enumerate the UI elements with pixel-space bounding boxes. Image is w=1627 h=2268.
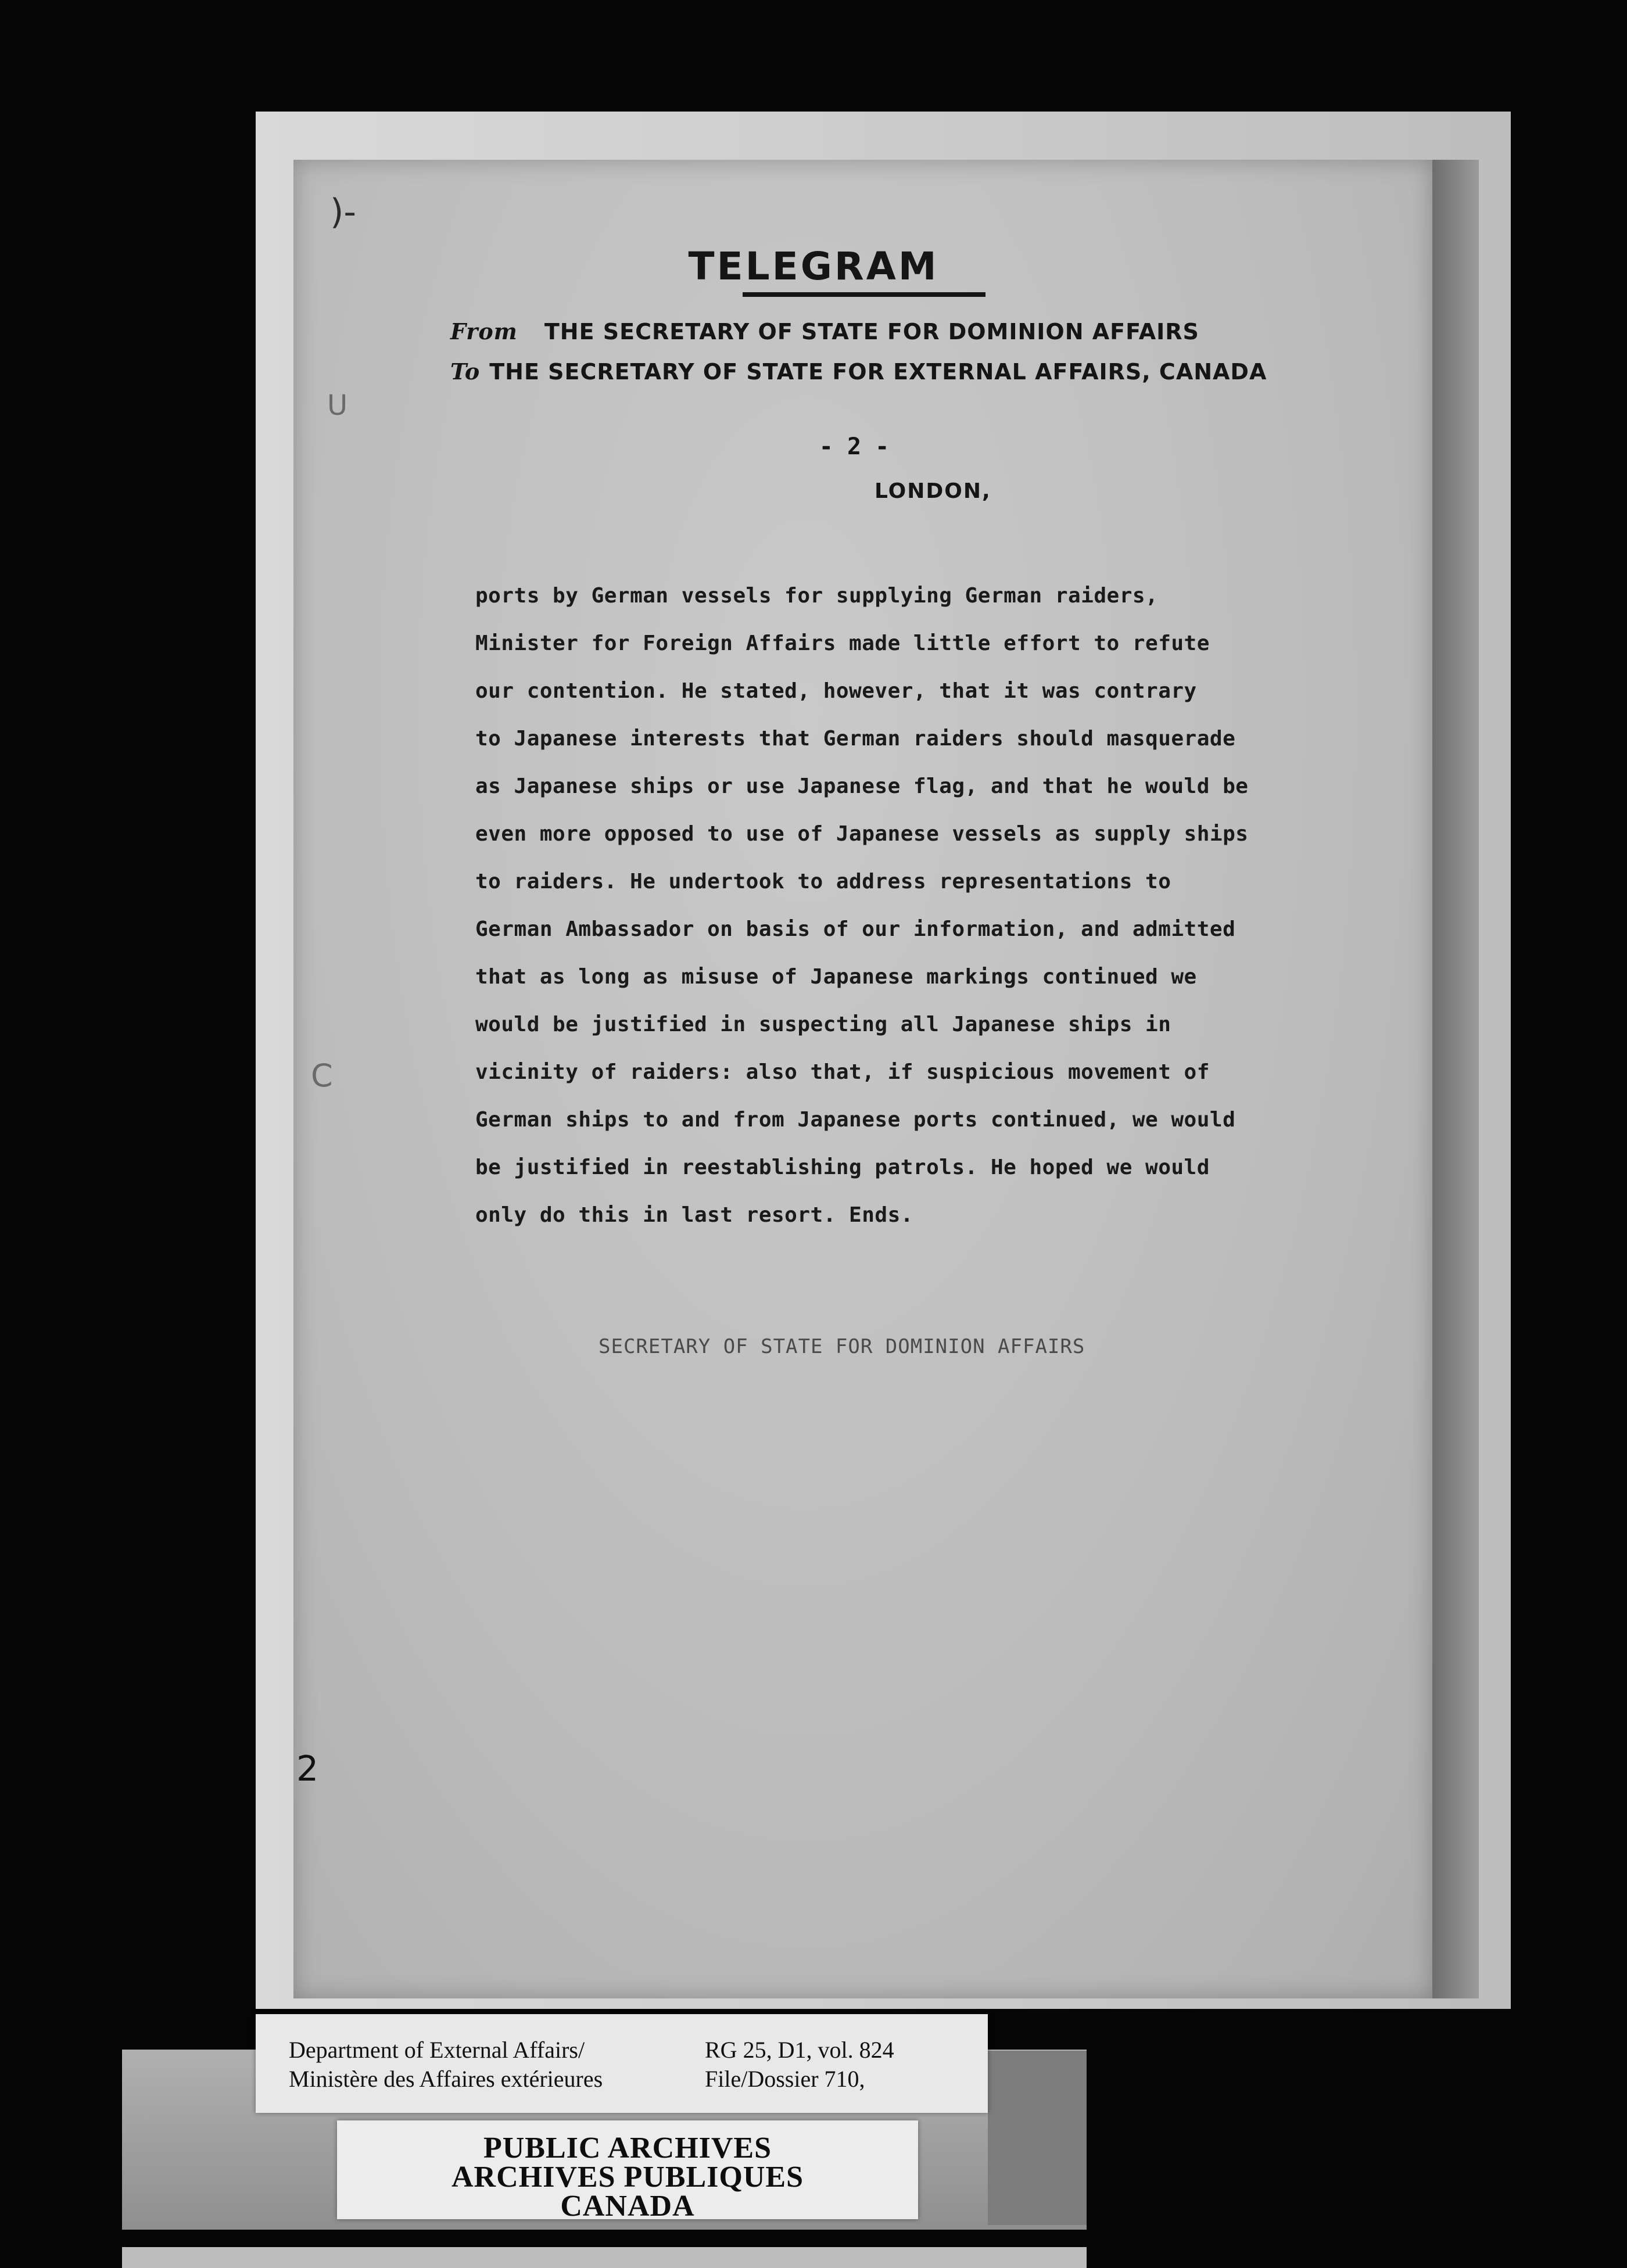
- from-value: THE SECRETARY OF STATE FOR DOMINION AFFAIRS: [544, 319, 1199, 344]
- archive-strip-shadow: [988, 2051, 1087, 2225]
- body-line: vicinity of raiders: also that, if suspicious movement of: [475, 1060, 1210, 1084]
- body-line: Minister for Foreign Affairs made little effort to refute: [475, 631, 1210, 655]
- margin-mark-bottom: 2: [296, 1749, 319, 1789]
- bottom-card-edge: [122, 2247, 1087, 2268]
- margin-mark-top: )-: [330, 192, 357, 232]
- body-line: to raiders. He undertook to address representations to: [475, 870, 1171, 893]
- page-number: - 2 -: [819, 433, 890, 460]
- from-label: From: [450, 318, 518, 344]
- signature-line: SECRETARY OF STATE FOR DOMINION AFFAIRS: [599, 1335, 1085, 1358]
- body-line: our contention. He stated, however, that it was contrary: [475, 679, 1197, 703]
- body-line: German ships to and from Japanese ports continued, we would: [475, 1108, 1236, 1132]
- telegram-heading: TELEGRAM: [688, 244, 939, 289]
- archive-reference-label: [256, 2014, 988, 2113]
- body-line: ports by German vessels for supplying German raiders,: [475, 584, 1159, 608]
- body-line: as Japanese ships or use Japanese flag, and that he would be: [475, 774, 1249, 798]
- stamp-line-french: ARCHIVES PUBLIQUES: [451, 2161, 804, 2194]
- record-group-reference: RG 25, D1, vol. 824: [705, 2037, 894, 2063]
- body-line: to Japanese interests that German raiders should masquerade: [475, 727, 1236, 751]
- margin-mark-upper: U: [327, 389, 348, 422]
- body-line: be justified in reestablishing patrols. He hoped we would: [475, 1155, 1210, 1179]
- body-line: German Ambassador on basis of our information, and admitted: [475, 917, 1236, 941]
- heading-underline: [743, 292, 985, 297]
- body-line: only do this in last resort. Ends.: [475, 1203, 913, 1227]
- to-value: THE SECRETARY OF STATE FOR EXTERNAL AFFAIRS, CANADA: [489, 359, 1267, 385]
- body-line: even more opposed to use of Japanese vessels as supply ships: [475, 822, 1249, 846]
- from-line: [450, 318, 1199, 344]
- department-french: Ministère des Affaires extérieures: [289, 2066, 603, 2092]
- to-label: To: [450, 358, 481, 385]
- sheet-edge-shadow: [1432, 160, 1479, 1998]
- stamp-line-english: PUBLIC ARCHIVES: [483, 2131, 772, 2165]
- to-line: [450, 358, 1267, 385]
- stamp-line-country: CANADA: [560, 2190, 695, 2223]
- body-line: would be justified in suspecting all Japanese ships in: [475, 1013, 1171, 1036]
- body-line: that as long as misuse of Japanese markings continued we: [475, 965, 1197, 989]
- margin-mark-middle: C: [311, 1057, 333, 1094]
- department-english: Department of External Affairs/: [289, 2037, 585, 2063]
- place-of-origin: LONDON,: [875, 479, 991, 503]
- file-dossier-number: File/Dossier 710,: [705, 2066, 865, 2092]
- telegram-body: [475, 572, 1359, 1239]
